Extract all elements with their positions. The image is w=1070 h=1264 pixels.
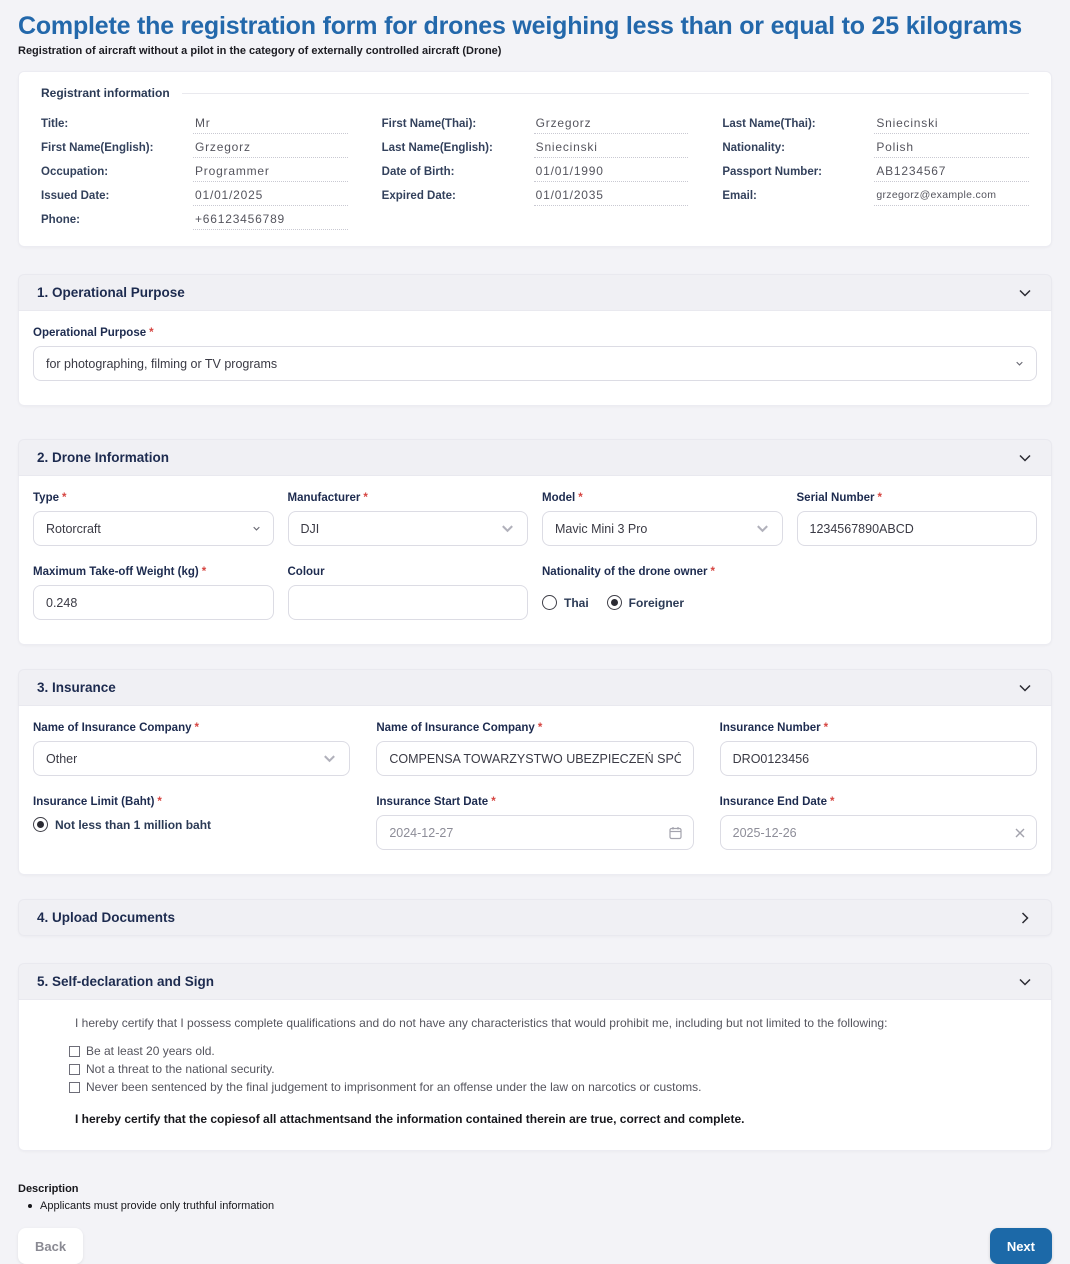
registrant-value: 01/01/2035 (534, 188, 689, 206)
page-title: Complete the registration form for drones weighing less than or equal to 25 kilograms (18, 12, 1023, 40)
section-insurance-body (18, 706, 1052, 875)
registrant-info-card (18, 71, 1052, 247)
registrant-field-last-name-english: Last Name(English): Sniecinski (382, 136, 689, 158)
self-declaration-intro: I hereby certify that I possess complete qualifications and do not have any characteristics that would prohibit me, including but not limited to the following: (75, 1016, 888, 1030)
registrant-grid (41, 112, 1029, 230)
registrant-value: +66123456789 (193, 212, 348, 230)
drone-serial-field (797, 492, 1038, 546)
insurance-end-date-field (720, 796, 1037, 850)
insurance-end-date-wrap (720, 815, 1037, 850)
chevron-down-icon (252, 524, 261, 533)
chevron-down-icon (1017, 285, 1033, 301)
section-operational-purpose (18, 274, 1052, 406)
insurance-end-date-input[interactable] (720, 815, 1037, 850)
insurance-fields-grid (33, 722, 1037, 850)
chevron-right-icon (1017, 910, 1033, 926)
registrant-value: Mr (193, 116, 348, 134)
required-asterisk: * (149, 327, 154, 339)
radio-foreigner[interactable]: Foreigner (607, 595, 684, 610)
registrant-value: 01/01/1990 (534, 164, 689, 182)
radio-insurance-limit[interactable]: Not less than 1 million baht (33, 817, 211, 832)
required-asterisk: * (710, 566, 715, 578)
insurance-company-select-field (33, 722, 350, 776)
insurance-limit-label: Insurance Limit (Baht) * (33, 796, 162, 808)
radio-thai[interactable]: Thai (542, 595, 589, 610)
registrant-field-date-of-birth: Date of Birth: 01/01/1990 (382, 160, 689, 182)
insurance-end-date-label: Insurance End Date * (719, 796, 835, 808)
registrant-field-last-name-thai: Last Name(Thai): Sniecinski (722, 112, 1029, 134)
section-self-declaration-header[interactable]: 5. Self-declaration and Sign (18, 963, 1052, 1000)
registrant-value: Sniecinski (534, 140, 689, 158)
registrant-field-occupation: Occupation: Programmer (41, 160, 348, 182)
insurance-company-name-label: Name of Insurance Company * (376, 722, 543, 734)
section-insurance (18, 669, 1052, 875)
registrant-field-passport-number: Passport Number: AB1234567 (722, 160, 1029, 182)
drone-weight-field (33, 566, 274, 620)
checkbox-national-security[interactable]: Not a threat to the national security. (69, 1062, 1035, 1076)
drone-type-field (33, 492, 274, 546)
insurance-limit-field (33, 796, 350, 850)
registrant-field-nationality: Nationality: Polish (722, 136, 1029, 158)
drone-serial-label: Serial Number * (796, 492, 882, 504)
insurance-company-name-input[interactable] (376, 741, 693, 776)
next-button[interactable]: Next (990, 1228, 1052, 1264)
self-declaration-certify-statement: I hereby certify that the copiesof all attachmentsand the information contained therein are true, correct and complete. (75, 1112, 745, 1126)
required-asterisk: * (62, 492, 67, 504)
required-asterisk: * (823, 722, 829, 734)
legend-divider (182, 93, 1029, 94)
registrant-value: Grzegorz (534, 116, 689, 134)
registrant-field-email: Email: grzegorz@example.com (722, 184, 1029, 206)
registrant-value: Grzegorz (193, 140, 348, 158)
registrant-value: Sniecinski (874, 116, 1029, 134)
section-upload-documents (18, 899, 1052, 936)
drone-model-label: Model * (542, 492, 583, 504)
drone-manufacturer-select[interactable]: DJI (288, 511, 529, 546)
registrant-value: grzegorz@example.com (874, 189, 1029, 206)
action-buttons-row (18, 1228, 1052, 1264)
insurance-start-date-field (376, 796, 693, 850)
section-drone-information (18, 439, 1052, 645)
radio-checked-icon (33, 817, 48, 832)
page-header (18, 12, 1052, 57)
required-asterisk: * (578, 492, 583, 504)
section-upload-documents-header[interactable]: 4. Upload Documents (18, 899, 1052, 936)
registrant-field-expired-date: Expired Date: 01/01/2035 (382, 184, 689, 206)
max-takeoff-weight-input[interactable] (33, 585, 274, 620)
bullet-icon (28, 1204, 32, 1208)
page-subtitle: Registration of aircraft without a pilot in the category of externally controlled aircraft (Drone) (18, 45, 502, 57)
drone-weight-label: Maximum Take-off Weight (kg) * (33, 566, 207, 578)
drone-manufacturer-label: Manufacturer * (287, 492, 368, 504)
chevron-down-icon (322, 751, 337, 766)
operational-purpose-label: Operational Purpose * (33, 327, 154, 339)
operational-purpose-select[interactable]: for photographing, filming or TV programs (33, 346, 1037, 381)
owner-nationality-radio-group (542, 585, 1037, 620)
registrant-value: 01/01/2025 (193, 188, 348, 206)
registrant-field-phone: Phone: +66123456789 (41, 208, 348, 230)
required-asterisk: * (491, 796, 496, 808)
required-asterisk: * (194, 722, 199, 734)
owner-nationality-label: Nationality of the drone owner * (542, 566, 715, 578)
colour-input[interactable] (288, 585, 529, 620)
registrant-field-issued-date: Issued Date: 01/01/2025 (41, 184, 348, 206)
required-asterisk: * (877, 492, 882, 504)
insurance-company-select-label: Name of Insurance Company * (33, 722, 199, 734)
insurance-number-label: Insurance Number * (719, 722, 829, 734)
section-drone-information-header[interactable]: 2. Drone Information (18, 439, 1052, 476)
description-block (18, 1183, 1052, 1212)
section-self-declaration-body (18, 1000, 1052, 1151)
registrant-value: Polish (874, 140, 1029, 158)
drone-colour-label: Colour (287, 566, 325, 578)
registrant-legend: Registrant information (41, 86, 170, 100)
checkbox-narcotics-customs[interactable]: Never been sentenced by the final judgement to imprisonment for an offense under the law on narcotics or customs. (69, 1080, 1035, 1094)
insurance-number-input[interactable] (720, 741, 1037, 776)
chevron-down-icon (1015, 359, 1024, 368)
insurance-company-name-field (376, 722, 693, 776)
checkbox-icon (69, 1046, 80, 1057)
registrant-value: Programmer (193, 164, 348, 182)
chevron-down-icon (1017, 974, 1033, 990)
registrant-field-first-name-thai: First Name(Thai): Grzegorz (382, 112, 689, 134)
drone-fields-grid (33, 492, 1037, 620)
description-title: Description (18, 1183, 79, 1195)
self-declaration-checkboxes (69, 1044, 1035, 1094)
checkbox-icon (69, 1064, 80, 1075)
required-asterisk: * (157, 796, 162, 808)
required-asterisk: * (363, 492, 368, 504)
radio-checked-icon (607, 595, 622, 610)
back-button[interactable]: Back (18, 1228, 83, 1264)
clear-icon[interactable] (1014, 827, 1026, 839)
required-asterisk: * (537, 722, 543, 734)
calendar-icon[interactable] (668, 825, 683, 840)
section-insurance-header[interactable]: 3. Insurance (18, 669, 1052, 706)
section-operational-purpose-body (18, 311, 1052, 406)
chevron-down-icon (755, 521, 770, 536)
chevron-down-icon (500, 521, 515, 536)
section-operational-purpose-header[interactable]: 1. Operational Purpose (18, 274, 1052, 311)
required-asterisk: * (201, 566, 207, 578)
insurance-start-date-input[interactable] (376, 815, 693, 850)
drone-model-select[interactable]: Mavic Mini 3 Pro (542, 511, 783, 546)
section-drone-information-body (18, 476, 1052, 645)
insurance-start-date-wrap (376, 815, 693, 850)
required-asterisk: * (830, 796, 835, 808)
description-item: Applicants must provide only truthful information (28, 1200, 1052, 1212)
drone-type-select[interactable]: Rotorcraft (33, 511, 274, 546)
serial-number-input[interactable] (797, 511, 1038, 546)
drone-manufacturer-field (288, 492, 529, 546)
registrant-value: AB1234567 (874, 164, 1029, 182)
drone-model-field (542, 492, 783, 546)
drone-owner-nationality-field (542, 566, 1037, 620)
insurance-company-select[interactable]: Other (33, 741, 350, 776)
radio-icon (542, 595, 557, 610)
registrant-field-title: Title: Mr (41, 112, 348, 134)
drone-colour-field (288, 566, 529, 620)
insurance-number-field (720, 722, 1037, 776)
chevron-down-icon (1017, 680, 1033, 696)
checkbox-icon (69, 1082, 80, 1093)
registrant-legend-row (41, 86, 1029, 100)
chevron-down-icon (1017, 450, 1033, 466)
drone-type-label: Type * (33, 492, 67, 504)
registrant-field-first-name-english: First Name(English): Grzegorz (41, 136, 348, 158)
checkbox-age[interactable]: Be at least 20 years old. (69, 1044, 1035, 1058)
section-self-declaration (18, 963, 1052, 1151)
insurance-start-date-label: Insurance Start Date * (376, 796, 496, 808)
